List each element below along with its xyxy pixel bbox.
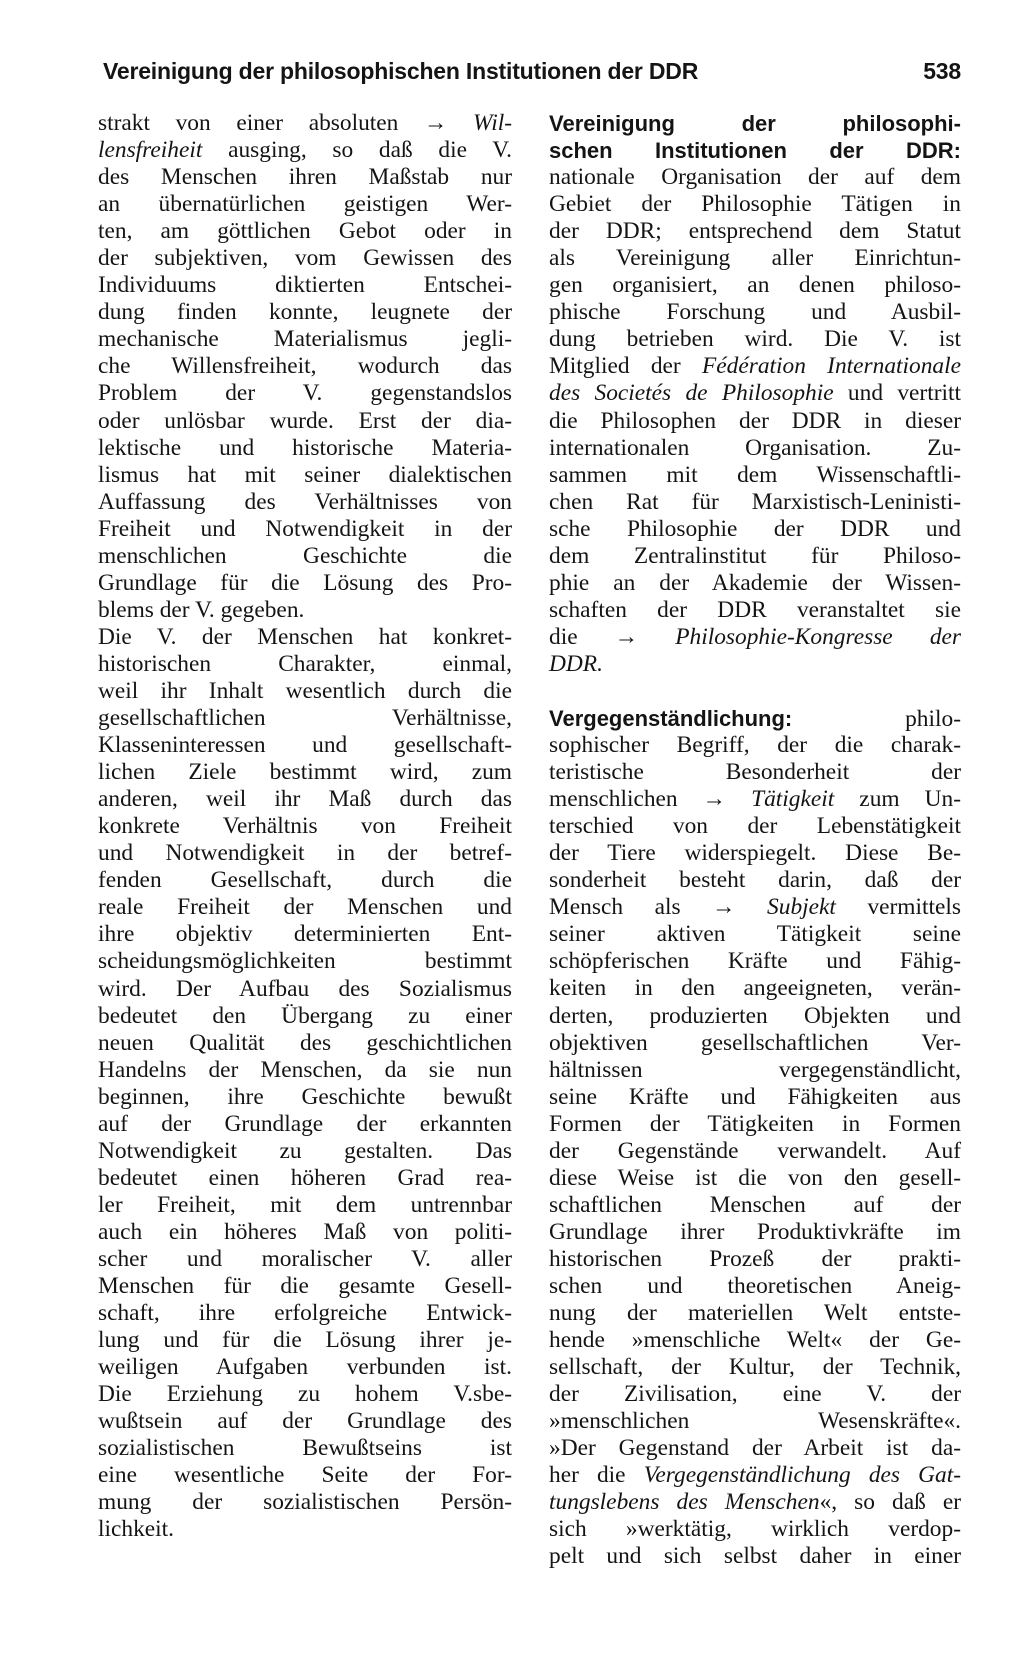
text-run: bedeutet einen höheren Grad rea- [98,1164,512,1191]
text-run: sophischer Begriff, der die charak- [549,732,961,759]
left-text-line [98,867,512,894]
left-text-line [98,1327,512,1354]
text-run: Handelns der Menschen, da sie nun [98,1056,512,1083]
right-text-line [549,1462,961,1489]
right-text-line [549,1435,961,1462]
right-text-line [549,651,961,678]
right-text-line [549,1084,961,1111]
text-run: chen Rat für Marxistisch-Leninisti- [549,488,961,515]
right-text-line [549,1219,961,1246]
text-run: ausging, so daß die V. [202,137,512,164]
text-run: gen organisiert, an denen philoso- [549,272,961,299]
text-run: anderen, weil ihr Maß durch das [98,786,512,813]
left-text-line [98,380,512,407]
right-text-line [549,1111,961,1138]
right-column [549,110,961,1570]
text-run: objektiven gesellschaftlichen Ver- [549,1029,961,1056]
italic-term: Wil- [473,110,512,136]
left-text-line [98,624,512,651]
text-run: Grundlage ihrer Produktivkräfte im [549,1218,961,1245]
text-run: lektische und historische Materia- [98,434,512,461]
italic-term: des Societés de Philosophie [549,380,834,407]
text-run: auch ein höheres Maß von politi- [98,1218,512,1245]
text-run: Mitglied der [549,353,702,380]
text-run: sonderheit besteht darin, daß der [549,867,961,894]
right-text-line [549,1057,961,1084]
text-run: auf der Grundlage der erkannten [98,1110,512,1137]
right-text-line [549,1543,961,1570]
text-run: »menschlichen Wesenskräfte«. [549,1408,961,1435]
text-run: lichkeit. [98,1516,174,1543]
text-run: ten, am göttlichen Gebot oder in [98,218,512,245]
running-head-title: Vereinigung der philosophischen Institutionen der DDR [103,58,699,84]
text-run: weiligen Aufgaben verbunden ist. [98,1354,512,1381]
left-text-line [98,435,512,462]
text-run: mechanische Materialismus jegli- [98,326,512,353]
right-text-line [549,110,961,137]
right-text-line [549,272,961,299]
text-run: die Philosophen der DDR in dieser [549,407,961,434]
right-text-line [549,1030,961,1057]
text-run: Gebiet der Philosophie Tätigen in [549,191,961,218]
right-text-line [549,435,961,462]
text-run: der Gegenstände verwandelt. Auf [549,1137,961,1164]
left-text-line [98,759,512,786]
italic-term: Vergegenständlichung des Gat- [643,1462,961,1489]
text-run: schaftlichen Menschen auf der [549,1191,961,1218]
left-text-line [98,1489,512,1516]
text-run: sammen mit dem Wissenschaftli- [549,461,961,488]
right-text-line [549,137,961,164]
text-run: schöpferischen Kräfte und Fähig- [549,948,961,975]
right-text-line [549,353,961,380]
right-text-line [549,326,961,353]
text-run: des Menschen ihren Maßstab nur [98,164,512,191]
italic-term: Subjekt [767,894,836,921]
text-run: dem Zentralinstitut für Philoso- [549,542,961,569]
text-run: sche Philosophie der DDR und [549,515,961,542]
text-run: menschlichen → [549,786,752,813]
text-run: und Notwendigkeit in der betref- [98,840,512,867]
text-run: lismus hat mit seiner dialektischen [98,461,512,488]
left-text-line [98,1246,512,1273]
text-run: wird. Der Aufbau des Sozialismus [98,975,512,1002]
left-text-line [98,976,512,1003]
text-run: strakt von einer absoluten → [98,110,474,136]
right-text-line [549,732,961,759]
left-text-line [98,948,512,975]
text-run: phie an der Akademie der Wissen- [549,569,961,596]
text-run: schaft, ihre erfolgreiche Entwick- [98,1300,512,1327]
running-head [103,58,961,85]
left-text-line [98,1435,512,1462]
right-text-line [549,705,961,732]
left-text-line [98,1030,512,1057]
text-run: scheidungsmöglichkeiten bestimmt [98,948,512,975]
right-text-line [549,218,961,245]
text-run: keiten in den angeeigneten, verän- [549,975,961,1002]
left-text-line [98,705,512,732]
italic-term: DDR. [549,650,603,677]
text-run: Freiheit und Notwendigkeit in der [98,515,512,542]
left-text-line [98,1219,512,1246]
text-run: Problem der V. gegenstandslos [98,380,512,407]
text-run: vermittels [835,894,961,921]
right-text-line [549,759,961,786]
text-run: beginnen, ihre Geschichte bewußt [98,1083,512,1110]
text-run: die → [549,623,676,650]
page-number: 538 [923,58,961,84]
italic-term: Tätigkeit [751,786,835,813]
text-run: an übernatürlichen geistigen Wer- [98,191,512,218]
left-text-line [98,1057,512,1084]
left-text-line [98,813,512,840]
text-run: seiner aktiven Tätigkeit seine [549,921,961,948]
text-run: phische Forschung und Ausbil- [549,299,961,326]
left-text-line [98,489,512,516]
right-text-line [549,921,961,948]
text-run: »Der Gegenstand der Arbeit ist da- [549,1435,961,1462]
right-text-line [549,1192,961,1219]
left-text-line [98,137,512,164]
left-text-line [98,570,512,597]
right-text-line [549,1246,961,1273]
text-run: reale Freiheit der Menschen und [98,894,512,921]
text-run: dung finden konnte, leugnete der [98,299,512,326]
text-run: fenden Gesellschaft, durch die [98,867,512,894]
left-text-line [98,1300,512,1327]
left-text-line [98,1165,512,1192]
right-text-line [549,1300,961,1327]
right-text-line [549,786,961,813]
right-text-line [549,1489,961,1516]
text-run: der Zivilisation, eine V. der [549,1381,961,1408]
right-text-line [549,164,961,191]
left-column [98,110,512,1543]
text-run: und vertritt [833,380,961,407]
left-text-line [98,651,512,678]
left-text-line [98,164,512,191]
text-run: diese Weise ist die von den gesell- [549,1164,961,1191]
text-run: als Vereinigung aller Einrichtun- [549,245,961,272]
right-text-line [549,1408,961,1435]
right-text-line [549,1273,961,1300]
text-run: neuen Qualität des geschichtlichen [98,1029,512,1056]
headword: Vergegenständlichung: [549,705,793,731]
right-text-line [549,1516,961,1543]
text-run: Die Erziehung zu hohem V.sbe- [98,1381,512,1408]
left-text-line [98,1111,512,1138]
text-run: scher und moralischer V. aller [98,1245,512,1272]
right-text-line [549,1003,961,1030]
left-text-line [98,191,512,218]
right-text-line [549,489,961,516]
text-run: blems der V. gegeben. [98,596,305,623]
right-text-line [549,624,961,651]
text-run: hältnissen vergegenständlicht, [549,1056,961,1083]
right-text-line [549,380,961,407]
text-run: der Tiere widerspiegelt. Diese Be- [549,840,961,867]
left-text-line [98,1354,512,1381]
right-text-line [549,543,961,570]
left-text-line [98,921,512,948]
text-run: konkrete Verhältnis von Freiheit [98,813,512,840]
left-text-line [98,218,512,245]
text-run: che Willensfreiheit, wodurch das [98,353,512,380]
headword: schen Institutionen der DDR: [549,138,961,164]
text-run: her die [549,1462,644,1489]
text-run: wußtsein auf der Grundlage des [98,1408,512,1435]
text-run: derten, produzierten Objekten und [549,1002,961,1029]
text-run: «, so daß er [819,1489,962,1516]
text-run: hende »menschliche Welt« der Ge- [549,1327,961,1354]
left-text-line [98,894,512,921]
text-run: dung betrieben wird. Die V. ist [549,326,961,353]
right-text-line [549,570,961,597]
left-text-line [98,678,512,705]
text-run: Menschen für die gesamte Gesell- [98,1273,512,1300]
left-text-line [98,110,512,137]
text-run: teristische Besonderheit der [549,759,961,786]
right-text-line [549,597,961,624]
text-run: lichen Ziele bestimmt wird, zum [98,759,512,786]
right-text-line [549,245,961,272]
text-run: sellschaft, der Kultur, der Technik, [549,1354,961,1381]
left-text-line [98,543,512,570]
text-run: menschlichen Geschichte die [98,542,512,569]
right-text-line [549,948,961,975]
right-text-line [549,1165,961,1192]
text-run: Auffassung des Verhältnisses von [98,488,512,515]
left-text-line [98,1192,512,1219]
left-text-line [98,245,512,272]
left-text-line [98,353,512,380]
left-text-line [98,1462,512,1489]
text-run: nung der materiellen Welt entste- [549,1300,961,1327]
right-text-line [549,813,961,840]
right-text-line [549,462,961,489]
text-run: sozialistischen Bewußtseins ist [98,1435,512,1462]
text-run: mung der sozialistischen Persön- [98,1489,512,1516]
text-run: der DDR; entsprechend dem Statut [549,218,961,245]
text-run: Formen der Tätigkeiten in Formen [549,1110,961,1137]
right-entry-gap [549,678,961,705]
text-run: weil ihr Inhalt wesentlich durch die [98,677,512,704]
text-run: philo- [792,705,961,732]
text-run: Klasseninteressen und gesellschaft- [98,732,512,759]
text-run: historischen Charakter, einmal, [98,650,512,677]
text-run: Mensch als → [549,894,768,921]
left-text-line [98,1138,512,1165]
text-run: eine wesentliche Seite der For- [98,1462,512,1489]
text-run: nationale Organisation der auf dem [549,164,961,191]
text-run: Die V. der Menschen hat konkret- [98,623,512,650]
text-run: bedeutet den Übergang zu einer [98,1002,512,1029]
right-text-line [549,1381,961,1408]
left-text-line [98,299,512,326]
left-text-line [98,516,512,543]
left-text-line [98,462,512,489]
right-text-line [549,1327,961,1354]
right-text-line [549,894,961,921]
text-run: historischen Prozeß der prakti- [549,1245,961,1272]
left-text-line [98,408,512,435]
right-text-line [549,1138,961,1165]
left-text-line [98,597,512,624]
text-run: sich »werktätig, wirklich verdop- [549,1516,961,1543]
headword: Vereinigung der philosophi- [549,111,961,136]
text-run: schen und theoretischen Aneig- [549,1272,961,1299]
text-run: zum Un- [834,786,961,813]
text-run: lung und für die Lösung ihrer je- [98,1327,512,1354]
italic-term: tungslebens des Menschen [549,1489,820,1516]
text-run: Notwendigkeit zu gestalten. Das [98,1137,512,1164]
left-text-line [98,1273,512,1300]
right-text-line [549,975,961,1002]
left-text-line [98,1381,512,1408]
right-text-line [549,516,961,543]
text-run: schaften der DDR veranstaltet sie [549,596,961,623]
text-run: ihre objektiv determinierten Ent- [98,921,512,948]
right-text-line [549,840,961,867]
left-text-line [98,732,512,759]
text-run: ler Freiheit, mit dem untrennbar [98,1191,512,1218]
right-text-line [549,191,961,218]
text-run: Grundlage für die Lösung des Pro- [98,569,512,596]
left-text-line [98,1408,512,1435]
left-text-line [98,272,512,299]
right-text-line [549,299,961,326]
italic-term: lensfreiheit [98,137,203,164]
left-text-line [98,840,512,867]
text-run: Individuums diktierten Entschei- [98,272,512,299]
right-text-line [549,1354,961,1381]
text-run: seine Kräfte und Fähigkeiten aus [549,1083,961,1110]
text-run: internationalen Organisation. Zu- [549,434,961,461]
left-text-line [98,1516,512,1543]
left-text-line [98,326,512,353]
text-run: pelt und sich selbst daher in einer [549,1543,961,1570]
text-run: oder unlösbar wurde. Erst der dia- [98,407,512,434]
left-text-line [98,786,512,813]
left-text-line [98,1003,512,1030]
text-run: der subjektiven, vom Gewissen des [98,245,512,272]
italic-term: Fédération Internationale [701,353,961,380]
right-text-line [549,867,961,894]
text-run: terschied von der Lebenstätigkeit [549,813,961,840]
italic-term: Philosophie-Kongresse der [675,623,961,650]
right-text-line [549,408,961,435]
text-run: gesellschaftlichen Verhältnisse, [98,705,512,732]
left-text-line [98,1084,512,1111]
